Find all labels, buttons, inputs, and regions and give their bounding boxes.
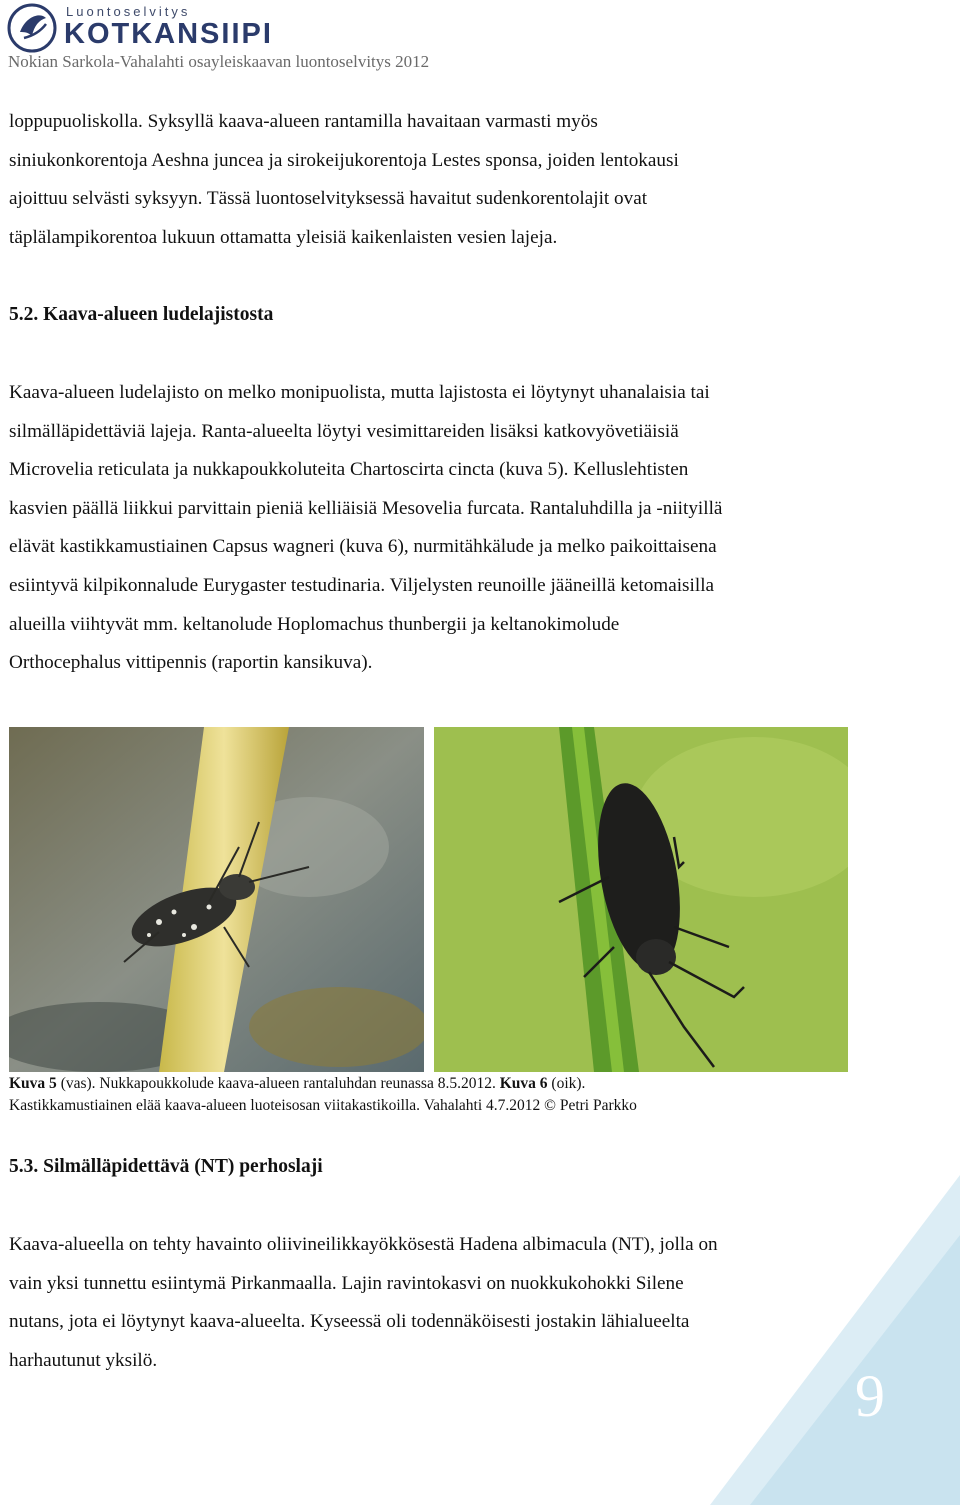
document-subtitle: Nokian Sarkola-Vahalahti osayleiskaavan luontoselvitys 2012 xyxy=(8,52,430,71)
header xyxy=(6,2,466,74)
caption-kuva-6-text: (oik). Kastikkamustiainen elää kaava-alueen luoteisosan viitakastikoilla. Vahalahti 4.7.2012 © Petri Parkko xyxy=(9,1075,637,1114)
caption-kuva-5-text: (vas). Nukkapoukkolude kaava-alueen rantaluhdan reunassa 8.5.2012. xyxy=(56,1075,500,1092)
paragraph-bugs: Kaava-alueen ludelajisto on melko monipuolista, mutta lajistosta ei löytynyt uhanalaisia tai silmälläpidettäviä lajeja. Ranta-alueelta löytyi vesimittareiden lisäksi katkovyövetiäisiä Microvelia reticulata ja nukkapoukkoluteita Chartoscirta cincta (kuva 5). Kelluslehtisten kasvien päällä liikkui parvittain pieniä kelliäisiä Mesovelia furcata. Rantaluhdilla ja -niityillä elävät kastikkamustiainen Capsus wagneri (kuva 6), nurmitähkälude ja melko paikoittaisena esiintyvä kilpikonnalude Eurygaster testudinaria. Viljelysten reunoille jääneillä ketomaisilla alueilla viihtyvät mm. keltanolude Hoplomachus thunbergii ja keltanokimolude Orthocephalus vittipennis (raportin kansikuva). xyxy=(9,382,723,674)
paragraph-dragonflies: loppupuoliskolla. Syksyllä kaava-alueen rantamilla havaitaan varmasti myös siniukonkorentoja Aeshna juncea ja sirokeijukorentoja Lestes sponsa, joiden lentokausi ajoittuu selvästi syksyyn. Tässä luontoselvityksessä havaitut sudenkorentolajit ovat täplälampikorentoa lukuun ottamatta yleisiä kaikenlaisten vesien lajeja. xyxy=(9,111,679,248)
photo-kuva-6 xyxy=(434,727,848,1072)
brand-name: KOTKANSIIPI xyxy=(64,18,273,50)
page-corner-decoration xyxy=(710,1175,960,1505)
caption-kuva-6-label: Kuva 6 xyxy=(499,1075,548,1092)
brand-small-text: Luontoselvitys xyxy=(66,4,191,19)
page-number: 9 xyxy=(855,1363,885,1429)
section-heading-5-3: 5.3. Silmälläpidettävä (NT) perhoslaji xyxy=(9,1156,323,1177)
paragraph-butterfly: Kaava-alueella on tehty havainto oliivineilikkayökkösestä Hadena albimacula (NT), jolla on vain yksi tunnettu esiintymä Pirkanmaalla. Lajin ravintokasvi on nuokkukohokki Silene nutans, jota ei löytynyt kaava-alueelta. Kyseessä oli todennäköisesti jostakin lähialueelta harhautunut yksilö. xyxy=(9,1234,718,1371)
figure-caption xyxy=(9,1073,949,1117)
section-heading-5-2: 5.2. Kaava-alueen ludelajistosta xyxy=(9,304,274,325)
caption-kuva-5-label: Kuva 5 xyxy=(9,1075,57,1092)
photo-kuva-5 xyxy=(9,727,424,1072)
kotkansiipi-logo-icon xyxy=(6,2,58,54)
